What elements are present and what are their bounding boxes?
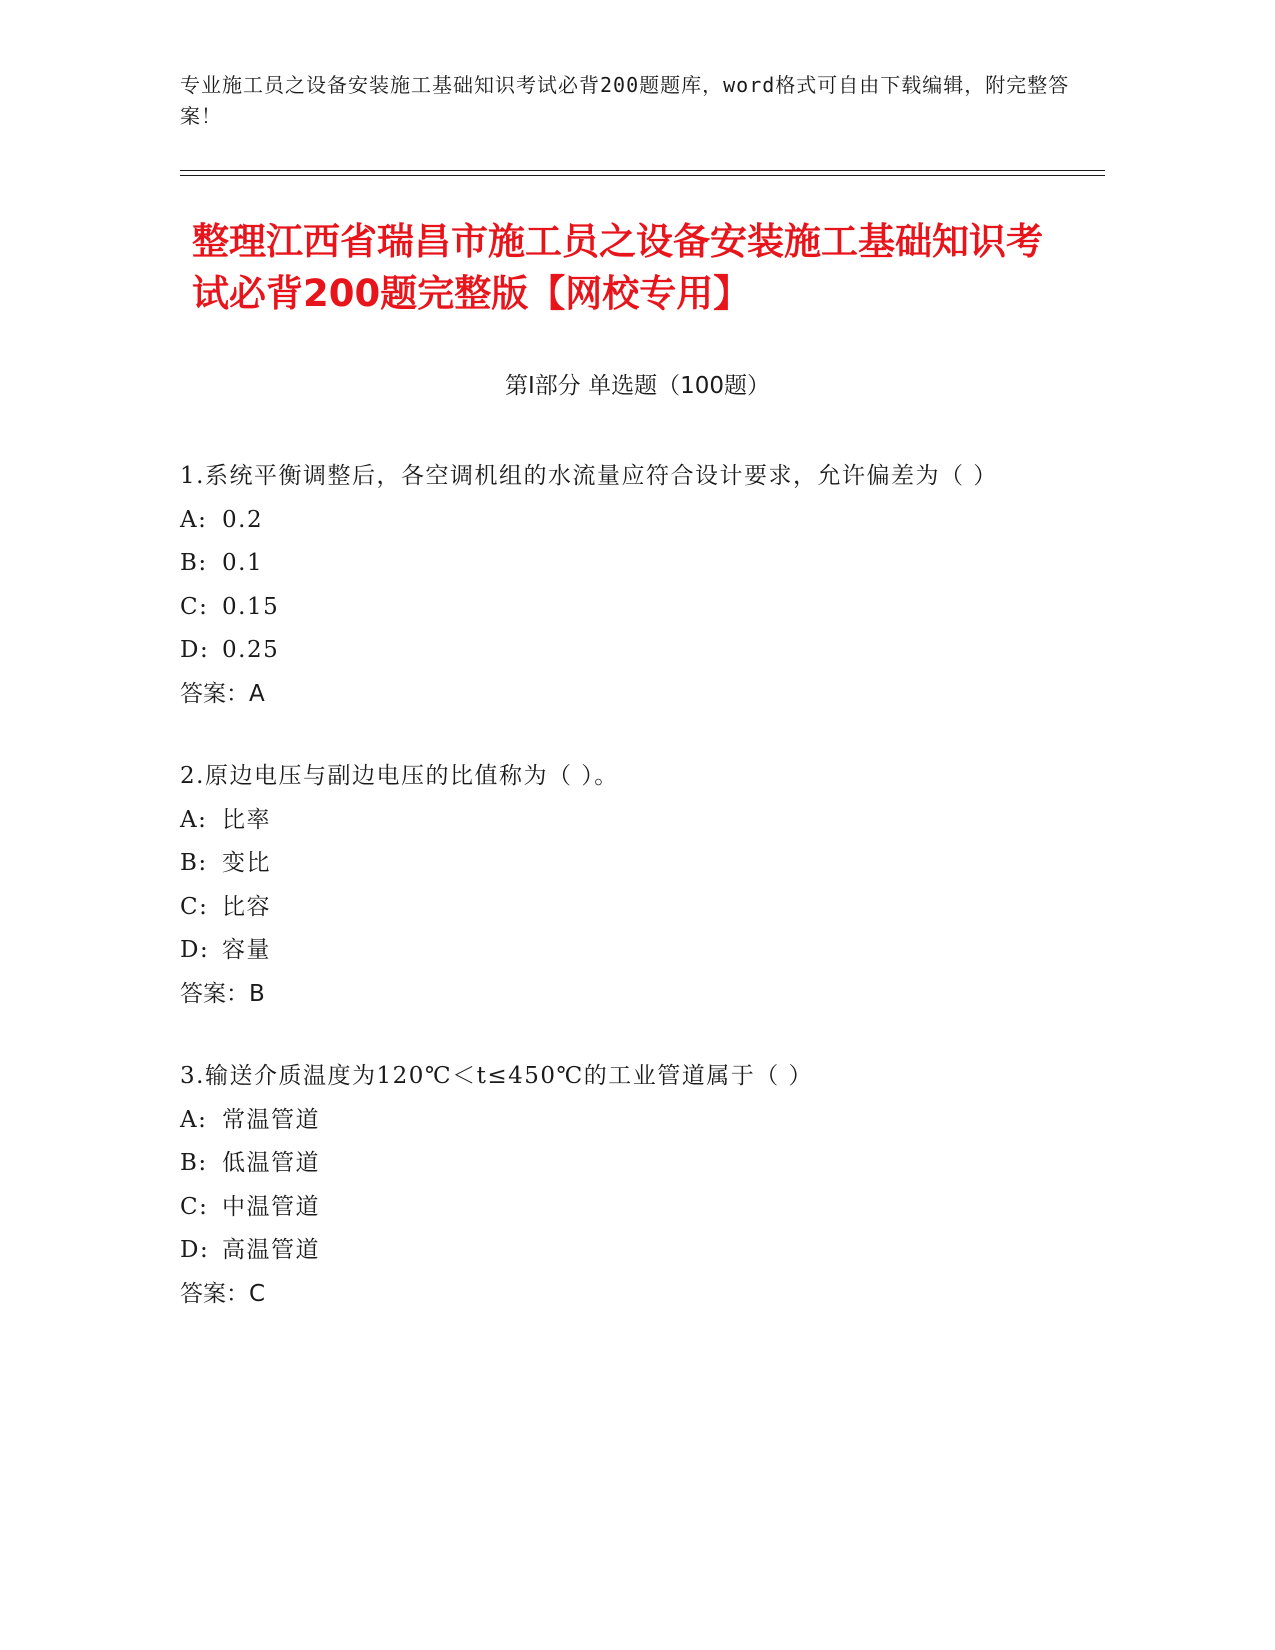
option-letter: D: [180, 937, 210, 963]
question-3 [180, 1055, 1040, 1316]
document-title: 整理江西省瑞昌市施工员之设备安装施工基础知识考试必背200题完整版【网校专用】 [192, 220, 1043, 315]
section-heading: 第Ⅰ部分 单选题（100题） [505, 373, 770, 399]
option-text: 0.2 [222, 506, 264, 533]
question-1 [180, 455, 1040, 716]
option-b [180, 1142, 1040, 1186]
option-letter: C: [180, 1193, 209, 1220]
option-text: 低温管道 [222, 1150, 320, 1176]
option-c [180, 586, 1040, 630]
question-text: 2.原边电压与副边电压的比值称为（ ）。 [180, 763, 619, 789]
option-d [180, 1229, 1040, 1273]
option-text: 0.1 [222, 550, 264, 576]
option-text: 高温管道 [222, 1237, 320, 1263]
question-text: 3.输送介质温度为120℃＜t≤450℃的工业管道属于（ ） [180, 1063, 814, 1089]
option-text: 常温管道 [222, 1106, 320, 1133]
option-text: 变比 [222, 850, 271, 876]
option-letter: A: [180, 1106, 208, 1133]
answer: 答案：B [180, 980, 265, 1007]
question-2 [180, 755, 1040, 1016]
option-a [180, 799, 1040, 843]
question-text: 1.系统平衡调整后，各空调机组的水流量应符合设计要求，允许偏差为（ ） [180, 463, 998, 489]
option-d [180, 629, 1040, 673]
option-letter: D: [180, 1237, 210, 1263]
option-text: 0.25 [222, 637, 280, 663]
option-letter: D: [180, 637, 210, 663]
option-letter: B: [180, 550, 208, 576]
option-text: 比率 [222, 806, 271, 833]
option-a [180, 1099, 1040, 1143]
option-text: 容量 [222, 937, 271, 963]
option-b [180, 542, 1040, 586]
answer: 答案：C [180, 1280, 266, 1307]
option-letter: B: [180, 850, 208, 876]
option-text: 0.15 [222, 593, 280, 620]
option-a [180, 499, 1040, 543]
answer: 答案：A [180, 680, 265, 707]
header-rule-top [180, 170, 1105, 171]
option-letter: A: [180, 506, 208, 533]
option-c [180, 1186, 1040, 1230]
option-c [180, 886, 1040, 930]
option-letter: C: [180, 893, 209, 920]
option-d [180, 929, 1040, 973]
question-list [180, 455, 1040, 1355]
header-note: 专业施工员之设备安装施工基础知识考试必背200题题库，word格式可自由下载编辑，附完整答案！ [180, 73, 1070, 128]
option-text: 比容 [222, 893, 271, 920]
option-text: 中温管道 [222, 1193, 320, 1220]
option-b [180, 842, 1040, 886]
option-letter: B: [180, 1150, 208, 1176]
option-letter: A: [180, 806, 208, 833]
option-letter: C: [180, 593, 209, 620]
header-rule-bottom [180, 175, 1105, 176]
